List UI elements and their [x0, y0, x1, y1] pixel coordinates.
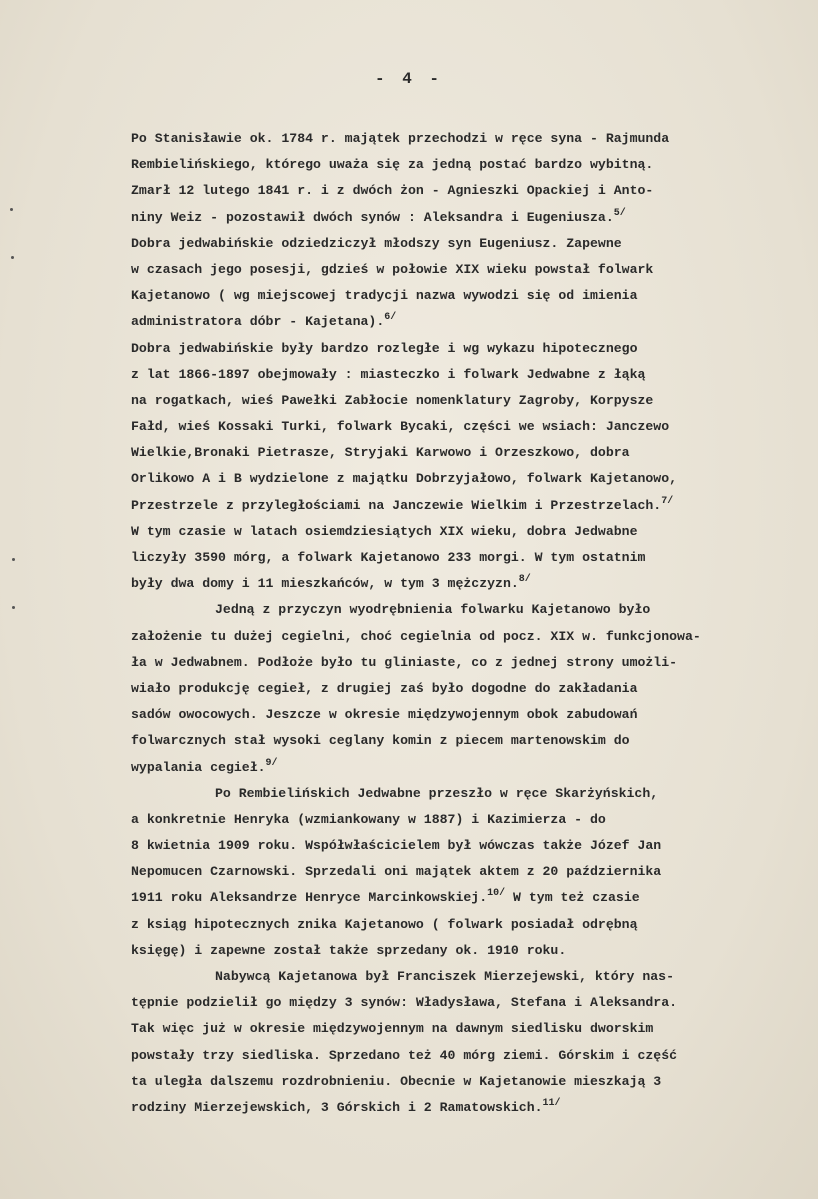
line-text: Orlikowo A i B wydzielone z majątku Dobrzyjałowo, folwark Kajetanowo, — [131, 471, 678, 487]
footnote-marker: 11/ — [542, 1097, 561, 1109]
line-text: Dobra jedwabińskie odziedziczył młodszy syn Eugeniusz. Zapewne — [131, 235, 622, 251]
line-text: z lat 1866-1897 obejmowały : miasteczko i folwark Jedwabne z łąką — [131, 366, 646, 382]
text-line — [131, 283, 791, 309]
text-line — [131, 781, 791, 807]
line-text: Rembielińskiego, którego uważa się za jedną postać bardzo wybitną. — [131, 157, 654, 173]
text-line — [131, 1043, 791, 1069]
margin-mark — [11, 256, 14, 259]
text-line — [131, 152, 791, 178]
text-line — [131, 1095, 791, 1121]
margin-mark — [12, 606, 15, 609]
line-text: ta uległa dalszemu rozdrobnieniu. Obecnie w Kajetanowie mieszkają 3 — [131, 1073, 662, 1089]
line-text: Nepomucen Czarnowski. Sprzedali oni majątek aktem z 20 października — [131, 864, 662, 880]
line-text: Tak więc już w okresie międzywojennym na dawnym siedlisku dworskim — [131, 1021, 654, 1037]
text-line — [131, 938, 791, 964]
text-line — [131, 205, 791, 231]
text-line — [131, 1069, 791, 1095]
line-text: 8 kwietnia 1909 roku. Współwłaścicielem był wówczas także Józef Jan — [131, 838, 662, 854]
line-text: rodziny Mierzejewskich, 3 Górskich i 2 Ramatowskich. — [131, 1099, 543, 1115]
line-text: w czasach jego posesji, gdzieś w połowie XIX wieku powstał folwark — [131, 261, 654, 277]
line-text: Kajetanowo ( wg miejscowej tradycji nazwa wywodzi się od imienia — [131, 288, 638, 304]
text-line — [131, 964, 791, 990]
line-text: 1911 roku Aleksandrze Henryce Marcinkowskiej. — [131, 890, 488, 906]
text-line — [131, 885, 791, 911]
text-line — [131, 728, 791, 754]
text-line — [131, 309, 791, 335]
text-line — [131, 440, 791, 466]
text-line — [131, 336, 791, 362]
line-text: administratora dóbr - Kajetana). — [131, 314, 385, 330]
footnote-marker: 10/ — [487, 888, 506, 900]
text-line — [131, 912, 791, 938]
page-number: - 4 - — [374, 70, 443, 88]
text-line — [131, 990, 791, 1016]
line-text: a konkretnie Henryka (wzmiankowany w 1887) i Kazimierza - do — [131, 811, 606, 827]
text-line — [131, 755, 791, 781]
line-text: Dobra jedwabińskie były bardzo rozległe i wg wykazu hipotecznego — [131, 340, 638, 356]
footnote-marker: 5/ — [613, 207, 626, 219]
text-line — [131, 388, 791, 414]
text-line — [131, 231, 791, 257]
text-line — [131, 545, 791, 571]
text-line — [131, 493, 791, 519]
text-line — [131, 519, 791, 545]
text-line — [131, 178, 791, 204]
line-text: Fałd, wieś Kossaki Turki, folwark Bycaki, części we wsiach: Janczewo — [131, 419, 670, 435]
text-line — [131, 833, 791, 859]
line-text-continued: W tym też czasie — [505, 890, 640, 906]
line-text: niny Weiz - pozostawił dwóch synów : Aleksandra i Eugeniusza. — [131, 209, 614, 225]
line-text: na rogatkach, wieś Pawełki Zabłocie nomenklatury Zagroby, Korpysze — [131, 392, 654, 408]
text-line — [131, 676, 791, 702]
text-line — [131, 650, 791, 676]
line-text: założenie tu dużej cegielni, choć cegielnia od pocz. XIX w. funkcjonowa- — [131, 628, 701, 644]
text-line — [131, 624, 791, 650]
text-line — [131, 126, 791, 152]
footnote-marker: 8/ — [518, 574, 531, 586]
line-text: wiało produkcję cegieł, z drugiej zaś było dogodne do zakładania — [131, 680, 638, 696]
text-line — [131, 466, 791, 492]
text-line — [131, 257, 791, 283]
text-line — [131, 414, 791, 440]
line-text: były dwa domy i 11 mieszkańców, w tym 3 mężczyzn. — [131, 576, 519, 592]
text-line — [131, 1016, 791, 1042]
line-text: W tym czasie w latach osiemdziesiątych XIX wieku, dobra Jedwabne — [131, 523, 638, 539]
margin-mark — [12, 558, 15, 561]
footnote-marker: 9/ — [265, 757, 278, 769]
line-text: Po Rembielińskich Jedwabne przeszło w ręce Skarżyńskich, — [215, 785, 659, 801]
line-text: wypalania cegieł. — [131, 759, 266, 775]
line-text: Jedną z przyczyn wyodrębnienia folwarku Kajetanowo było — [215, 602, 651, 618]
line-text: ła w Jedwabnem. Podłoże było tu gliniaste, co z jednej strony umożli- — [131, 654, 678, 670]
line-text: Wielkie,Bronaki Pietrasze, Stryjaki Karwowo i Orzeszkowo, dobra — [131, 445, 630, 461]
line-text: folwarcznych stał wysoki ceglany komin z piecem martenowskim do — [131, 733, 630, 749]
text-line — [131, 362, 791, 388]
text-line — [131, 702, 791, 728]
text-line — [131, 597, 791, 623]
text-line — [131, 807, 791, 833]
line-text: księgę) i zapewne został także sprzedany ok. 1910 roku. — [131, 942, 567, 958]
line-text: Zmarł 12 lutego 1841 r. i z dwóch żon - Agnieszki Opackiej i Anto- — [131, 183, 654, 199]
footnote-marker: 7/ — [661, 495, 674, 507]
line-text: z ksiąg hipotecznych znika Kajetanowo ( folwark posiadał odrębną — [131, 916, 638, 932]
line-text: Po Stanisławie ok. 1784 r. majątek przechodzi w ręce syna - Rajmunda — [131, 131, 670, 146]
line-text: liczyły 3590 mórg, a folwark Kajetanowo 233 morgi. W tym ostatnim — [131, 550, 646, 565]
line-text: Przestrzele z przyległościami na Janczewie Wielkim i Przestrzelach. — [131, 497, 662, 513]
line-text: sadów owocowych. Jeszcze w okresie międzywojennym obok zabudowań — [131, 707, 638, 723]
body-text — [131, 126, 791, 1121]
margin-mark — [10, 208, 13, 211]
footnote-marker: 6/ — [384, 312, 397, 324]
text-line — [131, 859, 791, 885]
line-text: powstały trzy siedliska. Sprzedano też 40 mórg ziemi. Górskim i część — [131, 1047, 678, 1063]
line-text: tępnie podzielił go między 3 synów: Władysława, Stefana i Aleksandra. — [131, 995, 678, 1011]
text-line — [131, 571, 791, 597]
line-text: Nabywcą Kajetanowa był Franciszek Mierzejewski, który nas- — [215, 969, 674, 984]
